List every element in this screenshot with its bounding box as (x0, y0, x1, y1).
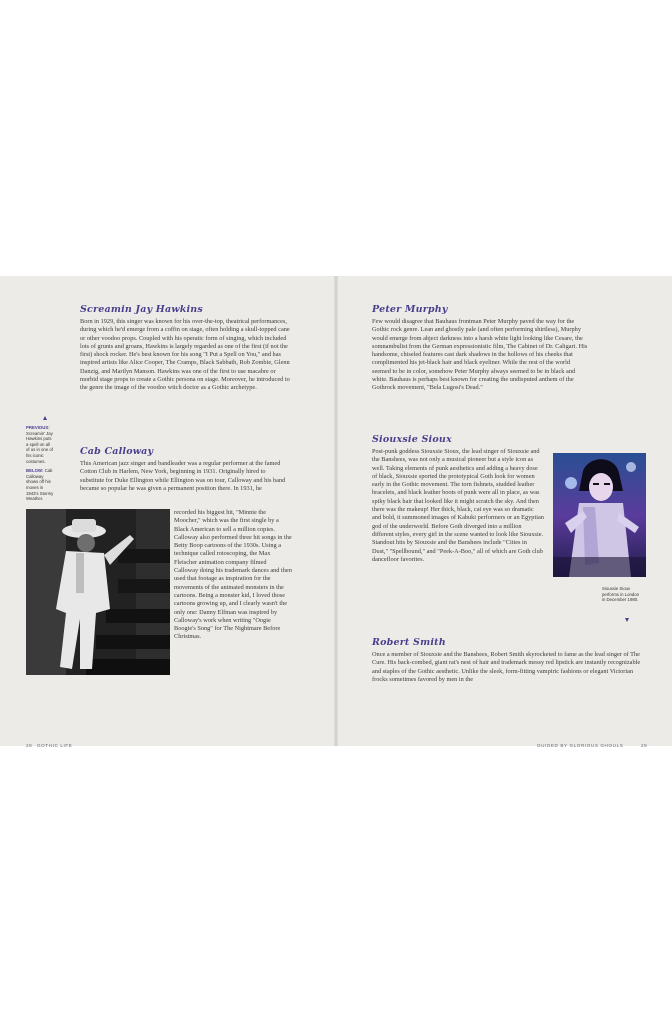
folio-left-title: GOTHIC LIFE (37, 743, 73, 748)
caption-previous-label: PREVIOUS: (26, 425, 50, 430)
caption-below-text: Cab Calloway shows off his moves in 1943's Stormy Weather. (26, 468, 54, 502)
folio-right-number: 29 (641, 743, 648, 748)
caption-arrow-right (625, 618, 629, 622)
photo-cab-calloway (26, 509, 170, 675)
photo-siouxsie-sioux (553, 453, 646, 577)
paragraph-robert-smith: Once a member of Siouxsie and the Banshees, Robert Smith skyrocketed to fame as the lead singer of The Cure. His back-combed, giant rat's nest of hair and trademark messy red lipstick are instantly recognizable and staples of the Gothic aesthetic. Unlike the sleek, form-fitting vampiric fashions or elegant Victorian frocks sometimes favored by men in the (372, 651, 641, 683)
folio-left-number: 28 (26, 743, 33, 748)
heading-cab-calloway: Cab Calloway (80, 446, 154, 457)
paragraph-calloway-continued: recorded his biggest hit, "Minnie the Moocher," which was the first single by a Black American to sell a million copies. Calloway also performed three hit songs in the Betty Boop cartoons of the 1930s. Using a technique called rotoscoping, the Max Fleischer animation company filmed Calloway doing his trademark dances and then used that footage as inspiration for the movements of the animated monsters in the cartoons. Being a monster kid, I loved those cartoons growing up, and I clearly wasn't the only one: Danny Elfman was inspired by Calloway's work when writing "Oogie Boogie's Song" for The Nightmare Before Christmas. (174, 509, 292, 641)
siouxsie-illustration (553, 453, 646, 577)
heading-peter-murphy: Peter Murphy (372, 304, 448, 315)
caption-below-label: BELOW: (26, 468, 44, 474)
paragraph-murphy: Few would disagree that Bauhaus frontman Peter Murphy paved the way for the Gothic rock genre. Lean and ghostly pale (and often performing shirtless), Murphy would emerge from abject darkness into a harsh white light looking like Cesare, the somnambulist from the German expressionistic film, The Cabinet of Dr. Caligari. His handsome, chiseled features cast dark shadows in the hollows of his cheeks that complimented his jet-black hair and black eyeliner. While the rest of the world seemed to be in color, somehow Peter Murphy always seemed to be in black and white. Bauhaus is perhaps best known for creating the undisputed anthem of the Gothrock movement, "Bela Lugosi's Dead." (372, 318, 588, 392)
paragraph-siouxsie: Post-punk goddess Siouxsie Sioux, the lead singer of Siouxsie and the Banshees, was not only a musical pioneer but a style icon as well. Taking elements of punk aesthetics and adding a heavy dose of black, Siouxsie sported the prototypical Goth look for women early in the Gothic movement. The torn fishnets, studded leather bracelets, and black leather boots of punk were all in place, as was spiky black hair that looked like it might scratch the sky. And then there was the makeup! Her thick, black, cat eye was so dramatic and bold, it summoned images of Kabuki performers or an Egyptian god of the underworld. Before Goth diverged into a million different styles, every girl in the scene wanted to look like Siouxsie. Standout hits by Siouxsie and the Banshees include "Cities in Dust," "Spellbound," and "Peek-A-Boo," all of which are Goth club dancefloor favorites. (372, 448, 544, 563)
caption-below (26, 468, 54, 502)
book-spread (0, 276, 672, 746)
caption-left (26, 425, 54, 502)
heading-siouxsie-sioux: Siouxsie Sioux (372, 434, 452, 445)
caption-previous-text: Screamin' Jay Hawkins puts a spell on all of us in one of his iconic costumes. (26, 430, 53, 464)
caption-previous (26, 425, 54, 464)
heading-robert-smith: Robert Smith (372, 637, 446, 648)
heading-screamin-jay-hawkins: Screamin Jay Hawkins (80, 304, 203, 315)
caption-arrow-left (43, 416, 47, 420)
paragraph-calloway-intro: This American jazz singer and bandleader was a regular performer at the famed Cotton Club in Harlem, New York, beginning in 1931. Originally hired to substitute for Duke Ellington while Ellington was on tour, Calloway and his band became so popular he was given a permanent position there. In 1931, he (80, 460, 286, 492)
caption-siouxsie: Siouxsie Sioux performs in London in December 1980. (602, 586, 640, 603)
folio-right-title: GUIDED BY GLORIOUS GHOULS (537, 743, 624, 748)
paragraph-hawkins: Born in 1929, this singer was known for his over-the-top, theatrical performances, during which he'd emerge from a coffin on stage, often holding a skull-topped cane or other voodoo props. Coupled with his operatic form of singing, which included lots of grunts and groans, Hawkins is largely regarded as one of the first (if not the first) shock rocker. He's best known for his song "I Put a Spell on You," and has inspired artists like Alice Cooper, The Cramps, Black Sabbath, Rob Zombie, Glenn Danzig, and Marilyn Manson. Hawkins was one of the first to use macabre or morbid stage props to create a Gothic persona on stage. Moreover, he introduced to the genre the image of the voodoo witch doctor as a Gothic archetype. (80, 318, 290, 392)
calloway-illustration (26, 509, 170, 675)
gutter (334, 276, 338, 746)
